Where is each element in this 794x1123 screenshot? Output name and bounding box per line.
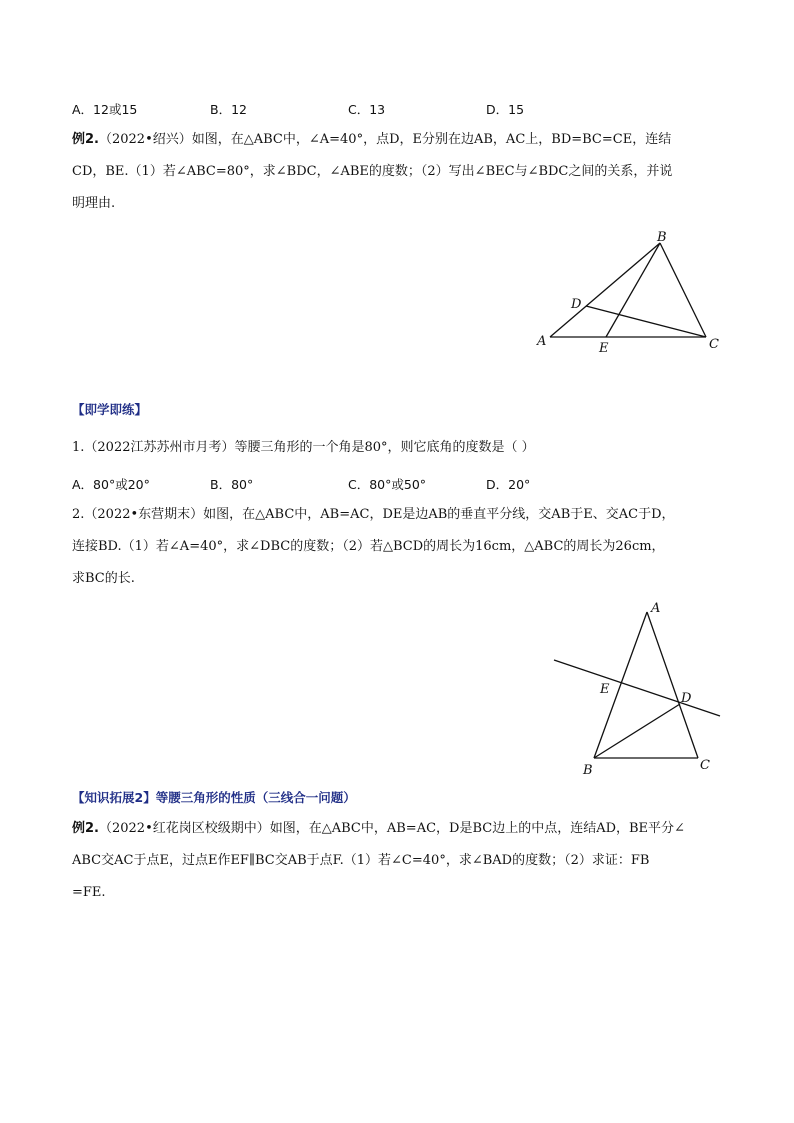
example2a-label: 例2. — [72, 132, 99, 147]
option-a: A．12或15 — [72, 102, 138, 117]
label-e-2: E — [600, 682, 610, 697]
label-b-2: B — [583, 763, 593, 776]
triangle-figure-1 — [530, 228, 730, 358]
option-b: B．12 — [210, 102, 247, 117]
practice-q1-option-d: D．20° — [486, 477, 531, 492]
practice-q1-option-a: A．80°或20° — [72, 477, 150, 492]
practice-heading: 【即学即练】 — [72, 402, 148, 417]
example2a-line3: 明理由. — [72, 196, 116, 211]
example2b-label: 例2. — [72, 821, 99, 836]
label-d: D — [571, 297, 582, 312]
example2b-line1 — [72, 819, 685, 839]
label-c-2: C — [700, 758, 710, 773]
label-c: C — [709, 337, 719, 352]
example2b-text1: （2022•红花岗区校级期中）如图，在△ABC中，AB=AC，D是BC边上的中点，连结AD，BE平分∠ — [98, 821, 685, 836]
extension-heading — [72, 788, 356, 808]
practice-q1-text: 1.（2022江苏苏州市月考）等腰三角形的一个角是80°，则它底角的度数是（ ） — [72, 440, 535, 455]
practice-q2-line2: 连接BD.（1）若∠A=40°，求∠DBC的度数；（2）若△BCD的周长为16cm，△ABC的周长为26cm， — [72, 539, 665, 554]
example2b-line3: =FE. — [72, 885, 106, 900]
example2a-text1: （2022•绍兴）如图，在△ABC中，∠A=40°，点D，E分别在边AB，AC上，BD=BC=CE，连结 — [98, 132, 672, 147]
practice-q1-option-b: B．80° — [210, 477, 254, 492]
extension-heading-title: 等腰三角形的性质（三线合一问题） — [155, 790, 356, 805]
option-c: C．13 — [348, 102, 386, 117]
triangle-figure-2 — [548, 596, 728, 776]
option-d: D．15 — [486, 102, 525, 117]
example2b-line2: ABC交AC于点E，过点E作EF∥BC交AB于点F.（1）若∠C=40°，求∠BAD的度数；（2）求证：FB — [72, 853, 650, 868]
practice-q1-option-c: C．80°或50° — [348, 477, 427, 492]
label-b: B — [657, 230, 667, 245]
practice-q2-line1: 2.（2022•东营期末）如图，在△ABC中，AB=AC，DE是边AB的垂直平分线，交AB于E、交AC于D， — [72, 507, 675, 522]
example2a-line2: CD，BE.（1）若∠ABC=80°，求∠BDC，∠ABE的度数；（2）写出∠BEC与∠BDC之间的关系，并说 — [72, 164, 673, 179]
example2a-line1 — [72, 130, 671, 150]
label-a: A — [537, 334, 547, 349]
label-d-2: D — [681, 691, 692, 706]
extension-heading-prefix: 【知识拓展2】 — [72, 790, 156, 805]
label-a-2: A — [651, 601, 661, 616]
label-e: E — [599, 341, 609, 356]
practice-q2-line3: 求BC的长. — [72, 571, 135, 586]
